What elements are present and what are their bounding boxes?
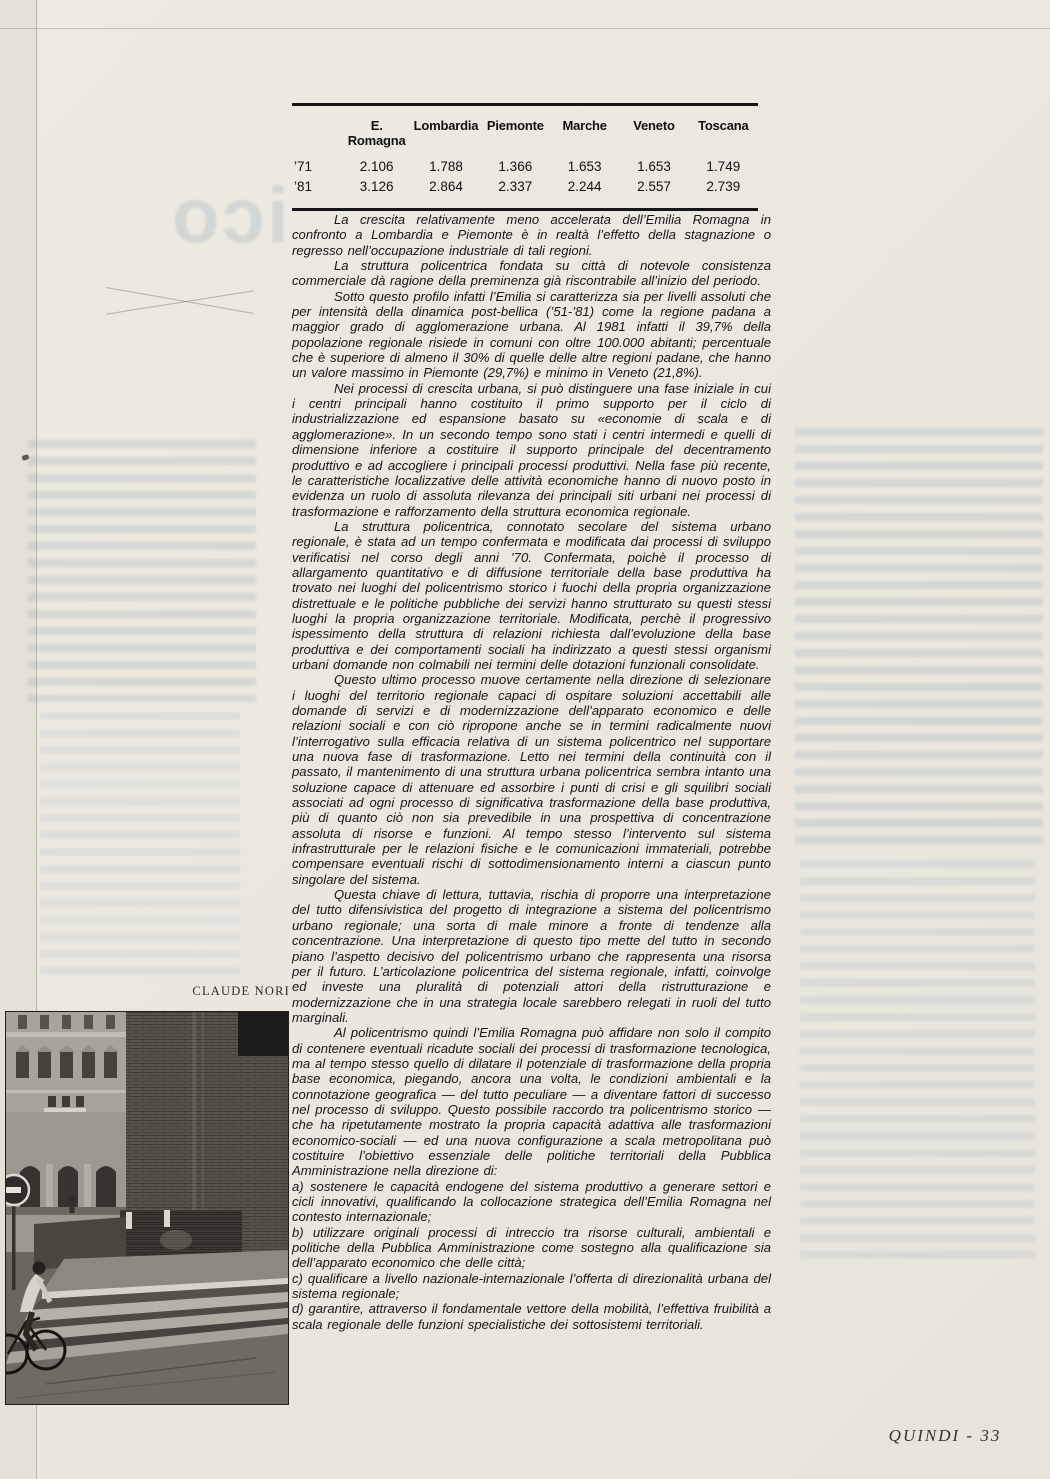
street-photo (6, 1012, 288, 1404)
table-column-header: Veneto (633, 118, 675, 133)
article-paragraph: b) utilizzare originali processi di intreccio tra risorse culturali, ambientali e politiche della Pubblica Amministrazione come sostegno alla qualificazione sia dell’apparato economico che delle città; (292, 1224, 771, 1271)
article-paragraph: Nei processi di crescita urbana, si può distinguere una fase iniziale in cui i centri principali hanno costituito il primo supporto per il ciclo di industrializzazione ed espansione basato su «economie di scala e di agglomerazione». In un secondo tempo sono stati i centri intermedi e quelli di dimensione inferiore a costituire il supporto principale del decentramento produttivo e ad accogliere i principali processi produttivi. Nella fase più recente, le caratteristiche localizzative delle attività economiche hanno di nuovo posto in evidenza un ruolo di assoluta rilevanza dei principali siti urbani nei processi di trasformazione e rafforzamento della struttura economica regionale. (292, 380, 771, 519)
scratch-mark (106, 290, 254, 314)
ghost-bleedthrough-headline: ico (170, 171, 289, 259)
table-column-header: E. Romagna (347, 118, 406, 148)
article-paragraph: a) sostenere le capacità endogene del sistema produttivo a generare settori e cicli innovativi, qualificando la collocazione strategica dell’Emilia Romagna nel contesto internazionale; (292, 1178, 771, 1225)
table-row (292, 159, 758, 179)
article-paragraph: La crescita relativamente meno accelerata dell’Emilia Romagna in confronto a Lombardia e Piemonte è in realtà l’effetto della stagnazione o regresso nell’occupazione industriale di tali regioni. (292, 212, 771, 258)
street-photo-frame (5, 1011, 289, 1405)
article-paragraph: Sotto questo profilo infatti l’Emilia si caratterizza sia per livelli assoluti che per intensità della dinamica post-bellica (’51-’81) come la regione padana a maggior grado di agglomerazione urbana. Al 1981 infatti il 39,7% della popolazione regionale risiede in comuni con oltre 100.000 abitanti; percentuale che è superiore di almeno il 30% di quelle delle altre regioni padane, che hanno un valore massimo in Piemonte (29,7%) e minimo in Veneto (21,8%). (292, 288, 771, 381)
photo-building-facade (6, 1012, 126, 1252)
article-paragraph: d) garantire, attraverso il fondamentale vettore della mobilità, l’effettiva fruibilità a scala regionale delle funzioni specialistiche dei sottosistemi territoriali. (292, 1301, 771, 1332)
ghost-bleedthrough-text (795, 428, 1043, 848)
table-value-cell: 2.864 (429, 179, 463, 194)
table-value-cell: 1.749 (706, 159, 741, 174)
table-value-cell: 1.788 (429, 159, 463, 174)
article-paragraph: Al policentrismo quindi l’Emilia Romagna può affidare non solo il compito di contenere eventuali ricadute sociali dei processi di trasformazione tecnologica, ma al tempo stesso quello di dilatare il potenziale di trasformazione della propria base economica, piegando, ancora una volta, le condizioni ambientali e la connotazione geografica — del tutto peculiare — a diventare fattori di successo nel processo di sviluppo. Questo possibile raccordo tra policentrismo storico — che ha ripetutamente mostrato la propria capacità adattiva alle trasformazioni economico-sociali — ed una nuova configurazione a scala metropolitana può costituire l’obiettivo essenziale delle politiche territoriali della Pubblica Amministrazione nella direzione di: (292, 1025, 771, 1179)
photo-brick-tower (120, 1012, 288, 1264)
article-paragraph: La struttura policentrica, connotato secolare del sistema urbano regionale, è stata ad un tempo confermata e modificata dai processi di sviluppo verificatisi nel corso degli anni ’70. Confermata, poichè il processo di allargamento quantitativo e di diffusione territoriale della base produttiva ha trovato nei luoghi del policentrismo storico i fuochi della propria organizzazione distrettuale e le politiche pubbliche dei servizi hanno strutturato su questi stessi luoghi la propria organizzazione territoriale. Modificata, perchè il progressivo ispessimento della struttura di relazioni richiesta dall’evoluzione della base produttiva e dei comportamenti sociali ha indirizzato a questi stessi organismi urbani domande non colmabili nei termini delle dotazioni funzionali consolidate. (292, 518, 771, 672)
ghost-bleedthrough-text (40, 712, 240, 982)
table-value-cell: 1.653 (567, 159, 602, 174)
table-row-label: ’81 (294, 179, 313, 194)
article-paragraph: La struttura policentrica fondata su città di notevole consistenza commerciale dà ragione della preminenza già riscontrabile all’inizio del periodo. (292, 258, 771, 289)
photo-credit: CLAUDE NORI (192, 984, 290, 998)
table-row (292, 179, 758, 199)
table-column-header: Toscana (698, 118, 749, 133)
table-column-header: Piemonte (486, 118, 544, 133)
photo-dark-opening (238, 1012, 288, 1056)
table-value-cell: 2.244 (567, 179, 602, 194)
table-value-cell: 2.337 (498, 179, 533, 194)
photo-bollard (126, 1212, 132, 1229)
article-paragraph: c) qualificare a livello nazionale-internazionale l’offerta di direzionalità urbana del sistema regionale; (292, 1270, 771, 1302)
article-paragraph: Questo ultimo processo muove certamente nella direzione di selezionare i luoghi del territorio regionale capaci di ospitare soluzioni accettabili alle domande di servizi e di modernizzazione dell’apparato economico e delle relazioni sociali e con ciò ripropone anche se in termini radicalmente nuovi l’interrogativo sulla efficacia relativa di un sistema policentrico nel supportare una nuova fase di trasformazione. Letto nei termini della continuità con il passato, il mantenimento di una struttura urbana policentrica sembra intanto una soluzione capace di attenuare ed assorbire i punti di crisi e gli squilibri sociali associati ad ogni processo di significativa trasformazione della base produttiva, più di quanto ciò non sia prevedibile in una prospettiva di concentrazione assoluta di risorse e funzioni. Al tempo stesso l’intervento sul sistema infrastrutturale per le relazioni fisiche e le comunicazioni immateriali, potrebbe compensare eventuali rischi di sottodimensionamento interni a ciascun punto singolare del sistema. (292, 672, 771, 887)
table-value-cell: 2.557 (637, 179, 671, 194)
photo-pedestrian (70, 1198, 75, 1214)
photo-balcony (44, 1108, 86, 1112)
table-value-cell: 3.126 (359, 179, 394, 194)
table-row-label: ’71 (294, 159, 313, 174)
table-value-cell: 2.739 (706, 179, 741, 194)
ghost-bleedthrough-text (28, 440, 256, 702)
table-value-cell: 1.366 (498, 159, 533, 174)
table-column-header: Marche (562, 118, 607, 133)
page-footer: QUINDI - 33 (888, 1426, 1002, 1445)
regional-population-table (292, 103, 758, 211)
article-paragraph: Questa chiave di lettura, tuttavia, rischia di proporre una interpretazione del tutto difensivistica del progetto di integrazione a sistema del policentrismo urbano regionale; una sorta di male minore a fronte di tendenze alla concentrazione. Una interpretazione di questo tipo mette del tutto in secondo piano l’aspetto decisivo del policentrismo urbano che rappresenta una risorsa per il futuro. L’articolazione policentrica del sistema regionale, infatti, coinvolge ed investe una pluralità di potenziali attori della ristrutturazione e modernizzazione che in una strategia locale sarebbero relegati in ruoli del tutto marginali. (292, 887, 771, 1025)
photo-bollard (164, 1210, 170, 1227)
photo-arched-portico (20, 1164, 116, 1207)
page-top-edge (0, 28, 1050, 29)
ghost-bleedthrough-text (800, 860, 1035, 1260)
table-column-header: Lombardia (413, 118, 479, 133)
table-value-cell: 2.106 (359, 159, 394, 174)
table-row (292, 118, 758, 148)
table-value-cell: 1.653 (637, 159, 671, 174)
article-body (292, 212, 771, 1332)
